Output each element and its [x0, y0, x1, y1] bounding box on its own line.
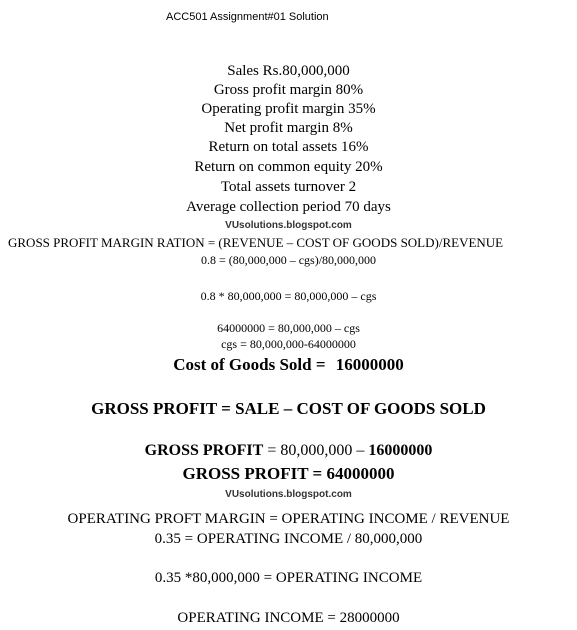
given-sales: Sales Rs.80,000,000	[227, 63, 350, 79]
given-return-equity: Return on common equity 20%	[194, 159, 383, 175]
gross-step-2: 0.8 * 80,000,000 = 80,000,000 – cgs	[200, 289, 377, 303]
watermark-top: VUsolutions.blogspot.com	[225, 220, 352, 231]
gross-profit-calc	[0, 443, 577, 459]
cogs-label: Cost of Goods Sold =	[173, 355, 326, 374]
gross-step-4: cgs = 80,000,000-64000000	[221, 337, 356, 351]
gross-step-3: 64000000 = 80,000,000 – cgs	[217, 321, 360, 335]
given-net-margin: Net profit margin 8%	[224, 120, 353, 136]
given-gross-margin: Gross profit margin 80%	[213, 82, 364, 98]
watermark-bottom: VUsolutions.blogspot.com	[225, 489, 352, 500]
document-header: ACC501 Assignment#01 Solution	[166, 11, 329, 23]
gross-profit-calc-expr: = 80,000,000 –	[263, 442, 369, 459]
operating-step-2: 0.35 *80,000,000 = OPERATING INCOME	[154, 570, 423, 586]
given-asset-turnover: Total assets turnover 2	[220, 179, 357, 195]
given-return-assets: Return on total assets 16%	[208, 139, 369, 155]
gross-profit-calc-value: 16000000	[368, 442, 433, 459]
gross-profit-result: GROSS PROFIT = 64000000	[182, 464, 395, 483]
gross-profit-calc-label: GROSS PROFIT	[144, 442, 264, 459]
cogs-result	[0, 356, 577, 373]
gross-margin-formula: GROSS PROFIT MARGIN RATION = (REVENUE – COST OF GOODS SOLD)/REVENUE	[8, 235, 504, 250]
operating-income-result: OPERATING INCOME = 28000000	[177, 610, 400, 626]
given-operating-margin: Operating profit margin 35%	[201, 101, 376, 117]
gross-step-1: 0.8 = (80,000,000 – cgs)/80,000,000	[200, 253, 377, 267]
given-collection-period: Average collection period 70 days	[186, 199, 391, 215]
cogs-value: 16000000	[335, 355, 404, 374]
operating-step-1: 0.35 = OPERATING INCOME / 80,000,000	[154, 531, 423, 547]
gross-profit-formula: GROSS PROFIT = SALE – COST OF GOODS SOLD	[91, 399, 486, 418]
operating-margin-formula: OPERATING PROFT MARGIN = OPERATING INCOME / REVENUE	[67, 511, 510, 527]
